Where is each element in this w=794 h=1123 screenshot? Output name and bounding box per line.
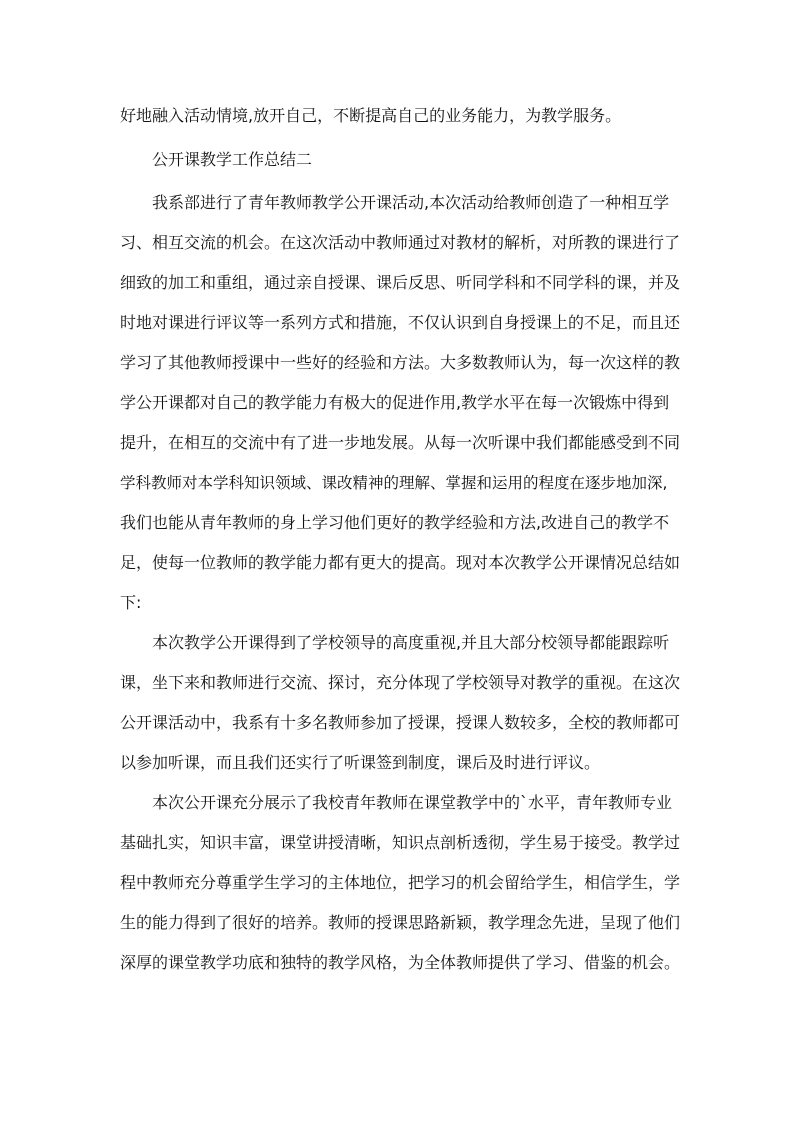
text-line: 课，坐下来和教师进行交流、探讨，充分体现了学校领导对教学的重视。在这次 bbox=[120, 673, 681, 692]
text-line: 程中教师充分尊重学生学习的主体地位，把学习的机会留给学生，相信学生，学 bbox=[120, 873, 681, 892]
text-line: 提升，在相互的交流中有了进一步地发展。从每一次听课中我们都能感受到不同 bbox=[120, 433, 681, 452]
text-line: 深厚的课堂教学功底和独特的教学风格，为全体教师提供了学习、借鉴的机会。 bbox=[120, 953, 681, 972]
text-line: 生的能力得到了很好的培养。教师的授课思路新颖，教学理念先进，呈现了他们 bbox=[120, 913, 681, 932]
text-line: 学科教师对本学科知识领域、课改精神的理解、掌握和运用的程度在逐步地加深, bbox=[120, 474, 668, 492]
text-line: 学习了其他教师授课中一些好的经验和方法。大多数教师认为，每一次这样的教 bbox=[120, 353, 681, 372]
text-line: 时地对课进行评议等一系列方式和措施，不仅认识到自身授课上的不足，而且还 bbox=[120, 313, 681, 332]
text-line: 以参加听课，而且我们还实行了听课签到制度，课后及时进行评议。 bbox=[120, 753, 601, 772]
text-line: 好地融入活动情境,放开自己，不断提高自己的业务能力，为教学服务。 bbox=[120, 106, 622, 125]
text-line: 基础扎实，知识丰富，课堂讲授清晰，知识点剖析透彻，学生易于接受。教学过 bbox=[120, 833, 681, 852]
section-heading: 公开课教学工作总结二 bbox=[152, 150, 313, 169]
text-line: 本次教学公开课得到了学校领导的高度重视,并且大部分校领导都能跟踪听 bbox=[152, 633, 670, 652]
text-line: 习、相互交流的机会。在这次活动中教师通过对教材的解析，对所教的课进行了 bbox=[120, 233, 681, 252]
text-line: 公开课活动中，我系有十多名教师参加了授课，授课人数较多，全校的教师都可 bbox=[120, 713, 681, 732]
text-line: 我们也能从青年教师的身上学习他们更好的教学经验和方法,改进自己的教学不 bbox=[120, 513, 670, 532]
text-line: 下: bbox=[120, 593, 142, 612]
text-line: 学公开课都对自己的教学能力有极大的促进作用,教学水平在每一次锻炼中得到 bbox=[120, 393, 670, 412]
text-line: 足，使每一位教师的教学能力都有更大的提高。现对本次教学公开课情况总结如 bbox=[120, 553, 681, 572]
text-line: 本次公开课充分展示了我校青年教师在课堂教学中的`水平，青年教师专业 bbox=[152, 793, 673, 812]
text-line: 我系部进行了青年教师教学公开课活动,本次活动给教师创造了一种相互学 bbox=[152, 193, 670, 212]
text-line: 细致的加工和重组，通过亲自授课、课后反思、听同学科和不同学科的课，并及 bbox=[120, 273, 681, 292]
